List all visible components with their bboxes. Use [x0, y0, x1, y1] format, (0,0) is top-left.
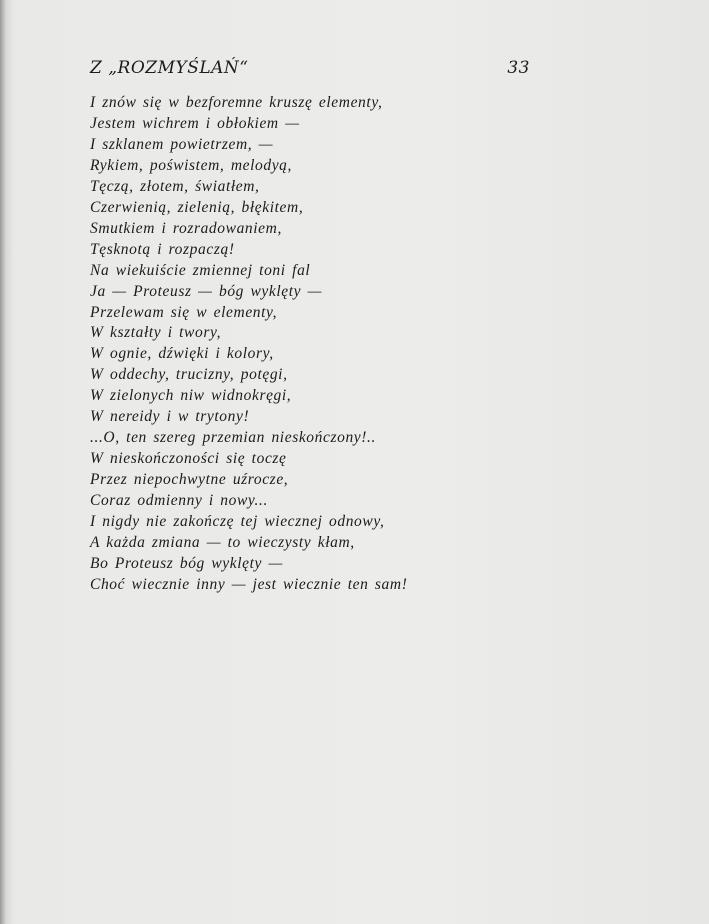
poem-line: Choć wiecznie inny — jest wiecznie ten sam!	[90, 575, 408, 593]
poem-line: Przez niepochwytne uźrocze,	[90, 471, 289, 489]
poem-line: Coraz odmienny i nowy...	[90, 492, 268, 510]
poem-line: Przelewam się w elementy,	[90, 303, 278, 321]
poem-line: ...O, ten szereg przemian nieskończony!..	[90, 429, 377, 447]
poem-line: W oddechy, trucizny, potęgi,	[90, 366, 288, 384]
running-title: Z „ROZMYŚLAŃ“	[90, 58, 249, 78]
poem-line: I znów się w bezforemne kruszę elementy,	[90, 94, 383, 111]
poem-line: W nereidy i w trytony!	[90, 408, 250, 426]
poem-line: Jestem wichrem i obłokiem —	[90, 114, 300, 132]
poem-line: W ognie, dźwięki i kolory,	[90, 345, 274, 363]
poem-line: Czerwienią, zielenią, błękitem,	[90, 198, 304, 216]
poem-line: Na wiekuiście zmiennej toni fal	[90, 261, 311, 279]
poem-text	[90, 93, 407, 596]
poem-line: Rykiem, poświstem, melodyą,	[90, 156, 292, 174]
poem-line: I nigdy nie zakończę tej wiecznej odnowy,	[90, 513, 385, 531]
poem-line: A każda zmiana — to wieczysty kłam,	[90, 534, 355, 552]
poem-line: Bo Proteusz bóg wyklęty —	[90, 554, 283, 572]
poem-line: W kształty i twory,	[90, 324, 222, 342]
poem-line: Ja — Proteusz — bóg wyklęty —	[90, 282, 323, 300]
poem-line: W zielonych niw widnokręgi,	[90, 387, 292, 405]
poem-line: Tęsknotą i rozpaczą!	[90, 240, 235, 258]
poem-line: Smutkiem i rozradowaniem,	[90, 219, 282, 237]
poem-line: Tęczą, złotem, światłem,	[90, 177, 260, 195]
poem-line: W nieskończoności się toczę	[90, 450, 287, 468]
page-number: 33	[507, 58, 530, 78]
poem-line: I szklanem powietrzem, —	[90, 135, 274, 153]
